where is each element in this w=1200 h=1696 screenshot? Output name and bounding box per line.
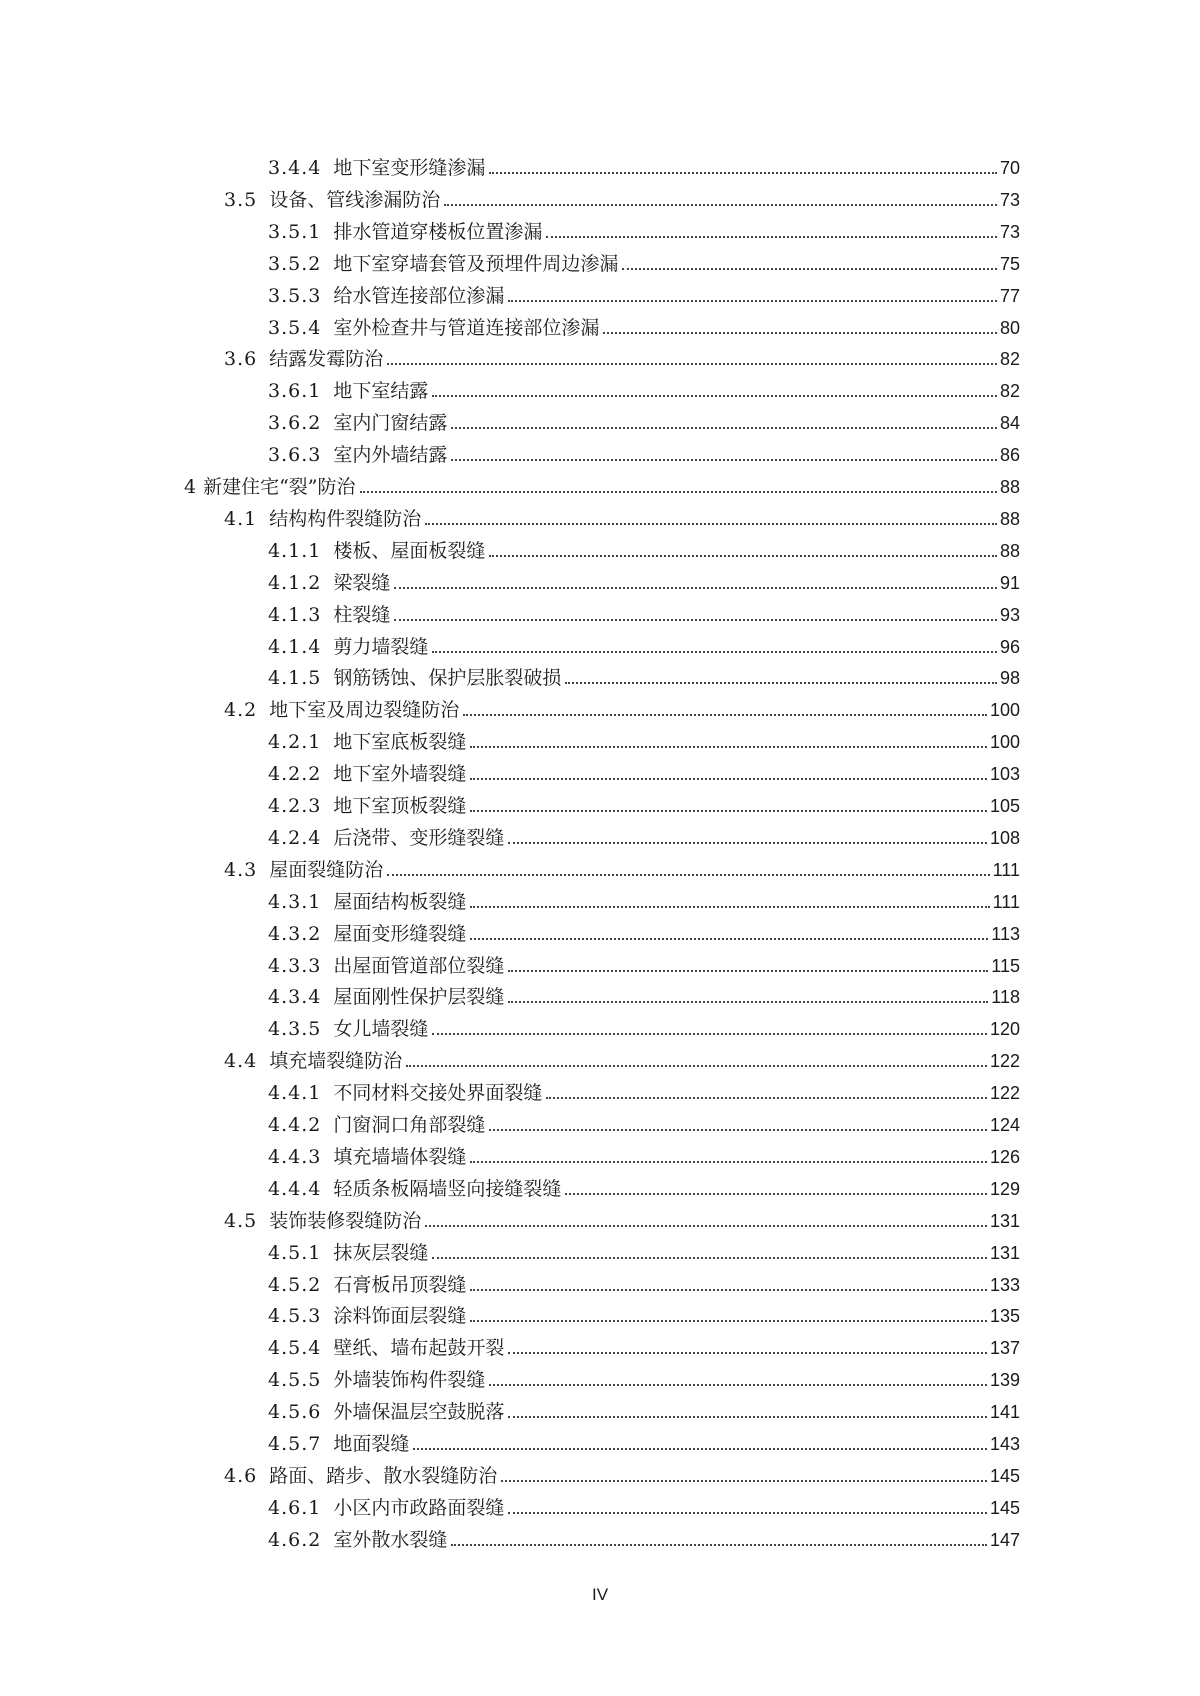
toc-entry[interactable] [268, 817, 1020, 849]
toc-entry-number: 4.4 [224, 1050, 258, 1073]
dot-leader [470, 1161, 987, 1163]
toc-entry-number: 4.5.6 [268, 1401, 322, 1424]
toc-entry[interactable] [224, 689, 1020, 721]
toc-entry-page: 111 [992, 891, 1020, 912]
toc-entry-number: 3.6.1 [268, 380, 322, 403]
toc-entry-page: 70 [999, 158, 1020, 178]
toc-entry-page: 100 [989, 700, 1020, 721]
toc-entry-title: 地下室顶板裂缝 [333, 795, 467, 817]
toc-entry-page: 137 [989, 1338, 1020, 1359]
toc-entry-number: 4.3.5 [268, 1018, 322, 1041]
toc-entry-page: 131 [989, 1210, 1020, 1231]
toc-entry-title: 石膏板吊顶裂缝 [333, 1273, 467, 1296]
toc-entry-number: 3.5.2 [268, 252, 322, 275]
toc-entry[interactable] [268, 753, 1020, 785]
dot-leader [432, 1257, 987, 1259]
toc-entry-number: 4.5.3 [268, 1305, 322, 1328]
toc-entry-page: 124 [989, 1115, 1020, 1135]
dot-leader [470, 938, 988, 940]
toc-entry-title: 轻质条板隔墙竖向接缝裂缝 [333, 1177, 562, 1200]
toc-entry-number: 4.3.2 [268, 922, 322, 945]
toc-entry[interactable] [268, 275, 1020, 307]
toc-entry-page: 129 [989, 1178, 1020, 1199]
toc-entry-title: 抹灰层裂缝 [333, 1241, 429, 1264]
toc-entry-number: 4.5.5 [268, 1369, 322, 1392]
toc-entry-page: 88 [999, 508, 1020, 529]
toc-entry-page: 75 [999, 253, 1020, 274]
toc-entry-number: 4.6 [224, 1464, 258, 1487]
toc-entry-number: 4.5.7 [268, 1433, 322, 1455]
toc-entry-page: 82 [999, 381, 1020, 402]
toc-entry-number: 4.4.2 [268, 1114, 322, 1136]
toc-entry-page: 105 [989, 796, 1020, 816]
toc-entry[interactable] [268, 913, 1020, 945]
dot-leader [489, 555, 997, 557]
toc-entry-title: 剪力墙裂缝 [333, 635, 429, 658]
toc-entry[interactable] [224, 498, 1020, 530]
toc-entry[interactable] [268, 1264, 1020, 1296]
toc-entry-title: 地下室变形缝渗漏 [333, 157, 486, 179]
dot-leader [406, 1065, 987, 1067]
dot-leader [425, 1225, 987, 1227]
dot-leader [432, 1033, 987, 1035]
toc-entry[interactable] [268, 1104, 1020, 1136]
toc-entry-page: 145 [989, 1465, 1020, 1486]
toc-entry[interactable] [268, 1391, 1020, 1423]
toc-entry-title: 填充墙裂缝防治 [269, 1050, 403, 1073]
toc-entry[interactable] [268, 1359, 1020, 1391]
toc-entry[interactable] [268, 1072, 1020, 1104]
toc-entry-number: 4.4.1 [268, 1082, 322, 1105]
toc-entry[interactable] [268, 721, 1020, 753]
dot-leader [603, 332, 997, 334]
toc-entry[interactable] [224, 338, 1020, 370]
toc-entry-title: 室外检查井与管道连接部位渗漏 [333, 316, 600, 339]
toc-entry-page: 108 [989, 827, 1020, 848]
dot-leader [394, 619, 997, 621]
toc-entry-number: 3.4.4 [268, 157, 322, 179]
toc-entry-page: 145 [989, 1497, 1020, 1518]
toc-entry-title: 地下室及周边裂缝防治 [269, 699, 460, 722]
toc-entry-number: 4.6.2 [268, 1528, 322, 1551]
toc-entry[interactable] [268, 1519, 1020, 1551]
toc-entry[interactable] [224, 1455, 1020, 1487]
toc-entry-page: 133 [989, 1274, 1020, 1295]
toc-entry[interactable] [268, 370, 1020, 402]
toc-entry-page: 131 [989, 1242, 1020, 1263]
dot-leader [565, 1193, 987, 1195]
toc-entry-number: 4.3.4 [268, 986, 322, 1009]
toc-entry-number: 4.4.4 [268, 1177, 322, 1200]
toc-entry[interactable] [268, 594, 1020, 626]
toc-entry-page: 82 [999, 349, 1020, 370]
dot-leader [444, 204, 997, 206]
toc-entry[interactable] [268, 562, 1020, 594]
toc-entry-title: 室外散水裂缝 [333, 1528, 448, 1551]
toc-entry[interactable] [268, 1008, 1020, 1040]
dot-leader [565, 682, 997, 684]
toc-entry-number: 3.6.2 [268, 412, 322, 435]
toc-entry-page: 91 [999, 572, 1020, 593]
toc-entry[interactable] [224, 1200, 1020, 1232]
dot-leader [470, 746, 987, 748]
dot-leader [470, 810, 987, 812]
toc-entry-title: 屋面结构板裂缝 [333, 890, 467, 913]
dot-leader [387, 363, 997, 365]
toc-entry[interactable] [268, 1168, 1020, 1200]
toc-entry-page: 77 [999, 285, 1020, 306]
toc-entry-page: 103 [989, 764, 1020, 785]
toc-entry-number: 3.5.4 [268, 316, 322, 339]
toc-entry-page: 120 [989, 1019, 1020, 1040]
toc-entry-title: 外墙保温层空鼓脱落 [333, 1401, 505, 1424]
toc-entry[interactable] [268, 1295, 1020, 1327]
toc-entry-title: 新建住宅“裂”防治 [203, 476, 356, 498]
toc-entry-number: 4.1.3 [268, 603, 322, 626]
toc-entry-number: 3.6.3 [268, 444, 322, 467]
toc-entry-page: 93 [999, 604, 1020, 625]
toc-entry[interactable] [268, 402, 1020, 434]
toc-entry-title: 钢筋锈蚀、保护层胀裂破损 [333, 667, 562, 690]
toc-entry-page: 135 [989, 1306, 1020, 1327]
toc-entry-title: 填充墙墙体裂缝 [333, 1145, 467, 1168]
toc-entry-number: 4.5.2 [268, 1273, 322, 1296]
toc-entry-title: 路面、踏步、散水裂缝防治 [269, 1464, 498, 1487]
toc-entry-page: 73 [999, 221, 1020, 242]
toc-entry-number: 4.1.1 [268, 539, 322, 562]
dot-leader [489, 1384, 987, 1386]
toc-entry[interactable] [224, 179, 1020, 211]
toc-entry-number: 4.2.1 [268, 731, 322, 754]
toc-entry-page: 139 [989, 1370, 1020, 1391]
toc-entry-title: 门窗洞口角部裂缝 [333, 1114, 486, 1136]
dot-leader [451, 427, 997, 429]
toc-entry-page: 86 [999, 445, 1020, 466]
toc-entry-number: 4.4.3 [268, 1145, 322, 1168]
toc-entry-number: 4.3 [224, 858, 258, 881]
dot-leader [387, 874, 989, 876]
toc-entry[interactable] [268, 147, 1020, 179]
toc-entry-title: 结构构件裂缝防治 [269, 507, 422, 530]
dot-leader [508, 1352, 987, 1354]
toc-entry[interactable] [268, 1232, 1020, 1264]
toc-entry[interactable] [268, 434, 1020, 466]
dot-leader [425, 523, 997, 525]
toc-entry-number: 4.1.4 [268, 635, 322, 658]
dot-leader [508, 300, 997, 302]
toc-entry-page: 113 [991, 923, 1020, 944]
dot-leader [432, 395, 997, 397]
toc-entry-page: 84 [999, 413, 1020, 434]
toc-entry-title: 屋面裂缝防治 [269, 858, 384, 881]
toc-entry-number: 3.5.3 [268, 284, 322, 307]
toc-entry[interactable] [184, 466, 1020, 498]
toc-entry-title: 楼板、屋面板裂缝 [333, 539, 486, 562]
dot-leader [501, 1480, 987, 1482]
toc-entry[interactable] [268, 1423, 1020, 1455]
toc-entry-title: 涂料饰面层裂缝 [333, 1305, 467, 1328]
toc-entry[interactable] [268, 530, 1020, 562]
toc-entry-page: 98 [999, 668, 1020, 689]
toc-entry-page: 122 [989, 1083, 1020, 1104]
toc-entry-title: 出屋面管道部位裂缝 [333, 954, 505, 977]
dot-leader [508, 1416, 987, 1418]
dot-leader [546, 1097, 987, 1099]
toc-entry-page: 88 [999, 477, 1020, 497]
page-number-footer: IV [591, 1585, 609, 1604]
toc-entry-page: 126 [989, 1146, 1020, 1167]
dot-leader [470, 1289, 987, 1291]
toc-entry-number: 3.5 [224, 188, 258, 211]
toc-entry-number: 4.1 [224, 507, 258, 530]
dot-leader [508, 1512, 987, 1514]
dot-leader [470, 906, 989, 908]
toc-entry-number: 4.3.1 [268, 890, 322, 913]
dot-leader [508, 970, 988, 972]
toc-entry-title: 结露发霉防治 [269, 348, 384, 371]
toc-entry-title: 室内门窗结露 [333, 412, 448, 435]
toc-entry[interactable] [268, 945, 1020, 977]
toc-entry[interactable] [268, 626, 1020, 658]
toc-entry[interactable] [224, 1040, 1020, 1072]
toc-entry-number: 4.2.2 [268, 763, 322, 786]
toc-entry-number: 4.5.4 [268, 1337, 322, 1360]
toc-entry-title: 地下室结露 [333, 380, 429, 403]
dot-leader [432, 651, 997, 653]
toc-entry-page: 122 [989, 1051, 1020, 1072]
toc-entry-title: 小区内市政路面裂缝 [333, 1496, 505, 1519]
toc-entry[interactable] [268, 1327, 1020, 1359]
toc-entry-number: 4.5.1 [268, 1241, 322, 1264]
toc-entry-title: 室内外墙结露 [333, 444, 448, 467]
toc-entry-page: 100 [989, 732, 1020, 753]
dot-leader [622, 268, 997, 270]
toc-entry-title: 梁裂缝 [333, 571, 391, 594]
toc-entry-title: 地下室外墙裂缝 [333, 763, 467, 786]
dot-leader [508, 1001, 988, 1003]
toc-entry-page: 115 [991, 955, 1020, 976]
toc-entry-title: 设备、管线渗漏防治 [269, 188, 441, 211]
toc-entry-page: 73 [999, 189, 1020, 210]
dot-leader [413, 1448, 987, 1450]
toc-entry[interactable] [268, 1136, 1020, 1168]
toc-entry-page: 118 [991, 987, 1020, 1008]
toc-entry-number: 4.2.4 [268, 826, 322, 849]
dot-leader [546, 236, 997, 238]
dot-leader [463, 714, 987, 716]
toc-entry-page: 141 [989, 1402, 1020, 1423]
toc-entry-page: 147 [989, 1529, 1020, 1550]
dot-leader [470, 1320, 987, 1322]
toc-entry-title: 屋面变形缝裂缝 [333, 922, 467, 945]
toc-entry-title: 不同材料交接处界面裂缝 [333, 1082, 543, 1105]
toc-entry-number: 4.6.1 [268, 1496, 322, 1519]
dot-leader [394, 587, 997, 589]
toc-entry[interactable] [268, 881, 1020, 913]
toc-entry[interactable] [268, 785, 1020, 817]
toc-entry-page: 143 [989, 1434, 1020, 1454]
toc-entry-page: 80 [999, 317, 1020, 338]
toc-entry-number: 4.1.5 [268, 667, 322, 690]
toc-entry-title: 屋面刚性保护层裂缝 [333, 986, 505, 1009]
toc-entry-page: 88 [999, 540, 1020, 561]
toc-entry[interactable] [268, 307, 1020, 339]
toc-entry-number: 4.1.2 [268, 571, 322, 594]
toc-entry-number: 4 [184, 476, 198, 498]
toc-entry-page: 111 [992, 859, 1020, 880]
toc-entry-title: 壁纸、墙布起鼓开裂 [333, 1337, 505, 1360]
dot-leader [451, 1544, 987, 1546]
dot-leader [451, 459, 997, 461]
dot-leader [360, 491, 997, 493]
toc-entry[interactable] [268, 211, 1020, 243]
toc-entry[interactable] [224, 849, 1020, 881]
toc-entry-title: 地下室底板裂缝 [333, 731, 467, 754]
toc-entry-number: 4.2 [224, 699, 258, 722]
toc-entry[interactable] [268, 976, 1020, 1008]
dot-leader [470, 778, 987, 780]
toc-entry-title: 后浇带、变形缝裂缝 [333, 826, 505, 849]
toc-entry-number: 4.5 [224, 1209, 258, 1232]
toc-entry-number: 4.2.3 [268, 795, 322, 817]
dot-leader [489, 172, 997, 174]
toc-entry-title: 柱裂缝 [333, 603, 391, 626]
toc-entry-number: 3.5.1 [268, 220, 322, 243]
toc-entry[interactable] [268, 1487, 1020, 1519]
dot-leader [489, 1129, 987, 1131]
toc-entry-title: 给水管连接部位渗漏 [333, 284, 505, 307]
toc-entry-title: 排水管道穿楼板位置渗漏 [333, 220, 543, 243]
toc-entry-title: 地面裂缝 [333, 1433, 410, 1455]
toc-entry[interactable] [268, 243, 1020, 275]
toc-entry-title: 装饰装修裂缝防治 [269, 1209, 422, 1232]
toc-entry-page: 96 [999, 636, 1020, 657]
toc-entry-number: 3.6 [224, 348, 258, 371]
toc-entry-title: 女儿墙裂缝 [333, 1018, 429, 1041]
toc-entry-title: 外墙装饰构件裂缝 [333, 1369, 486, 1392]
toc-entry[interactable] [268, 657, 1020, 689]
toc-entry-title: 地下室穿墙套管及预埋件周边渗漏 [333, 252, 619, 275]
dot-leader [508, 842, 987, 844]
toc-entry-number: 4.3.3 [268, 954, 322, 977]
